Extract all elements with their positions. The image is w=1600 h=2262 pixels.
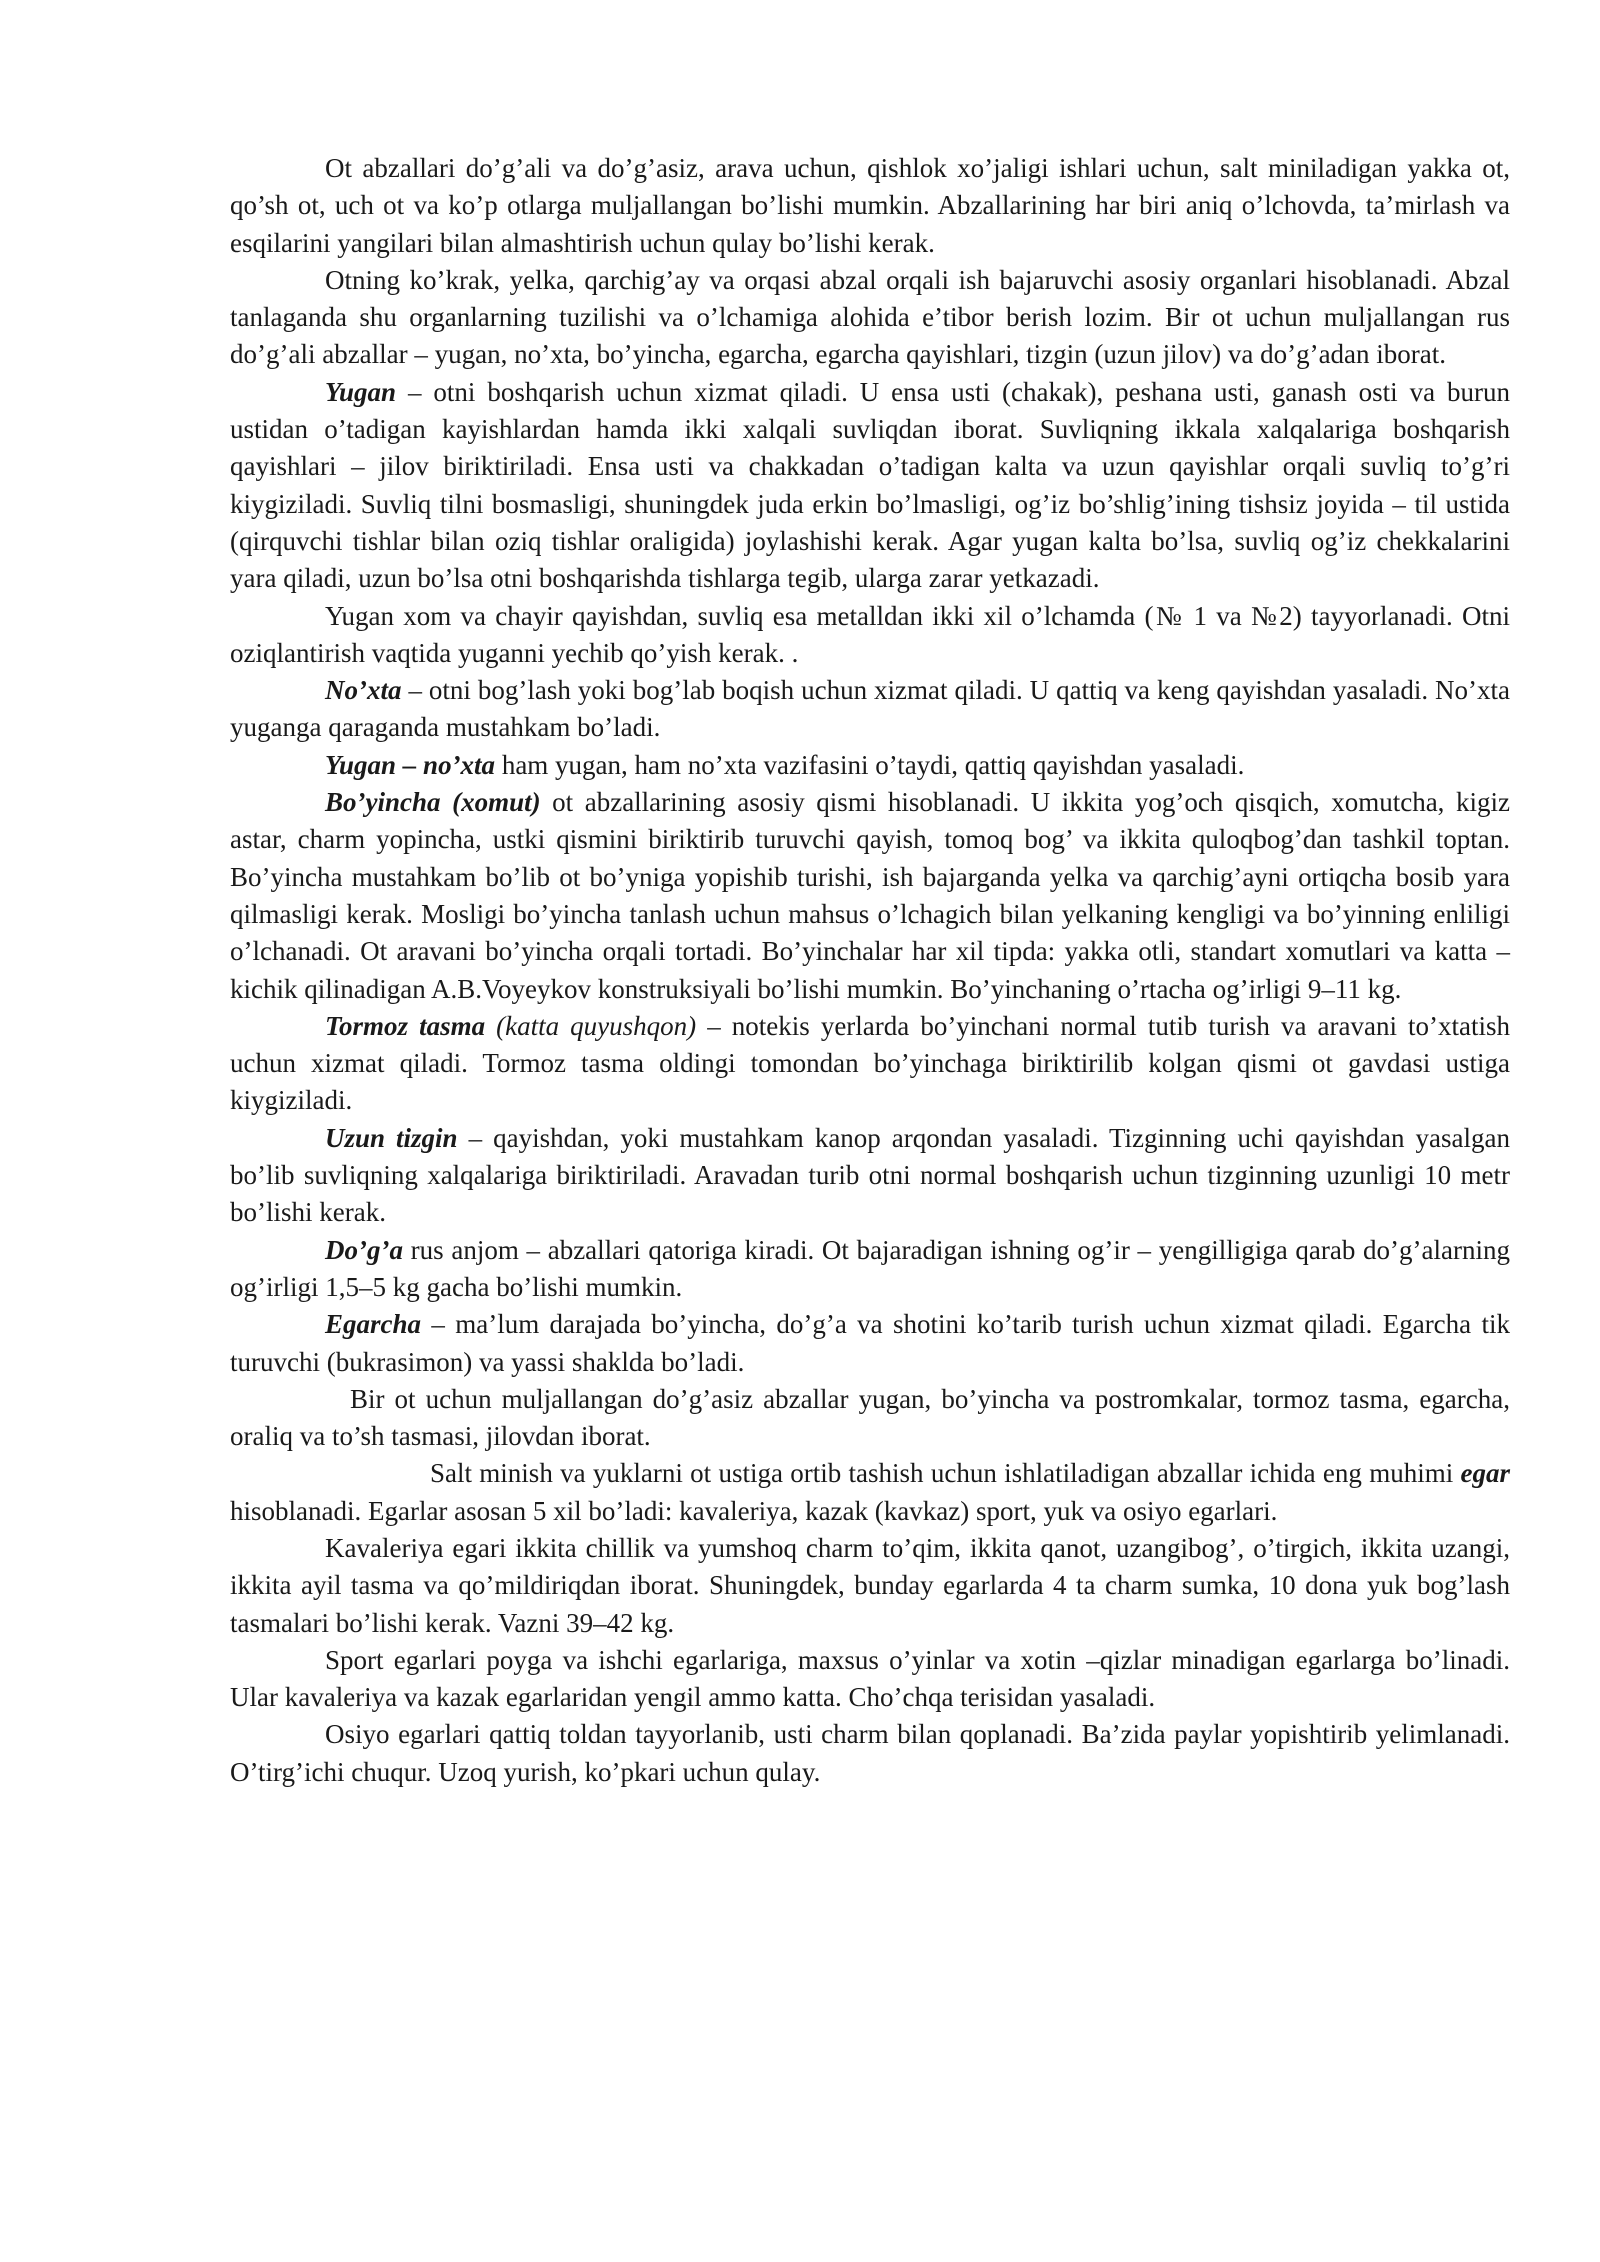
paragraph-kavaleriya [230,1530,1510,1642]
term-heading: egar [1460,1458,1510,1489]
term-heading: Do’g’a [325,1234,403,1265]
term-heading: Bo’yincha (xomut) [325,787,541,818]
paragraph-text: – otni boshqarish uchun xizmat qiladi. U ensa usti (chakak), peshana usti, ganash osti va burun ustidan o’tadigan kayishlardan hamda ikki xalqali suvliqdan iborat. Suvliqning ikkala xalqalariga boshqarish qayishlari – jilov biriktiriladi. Ensa usti va chakkadan o’tadigan kalta va uzun qayishlar orqali suvliq to’g’ri kiygiziladi. Suvliq tilni bosmasligi, shuningdek juda erkin bo’lmasligi, og’iz bo’shlig’ining tishsiz joyida – til ustida (qirquvchi tishlar bilan oziq tishlar oraligida) joylashishi kerak. Agar yugan kalta bo’lsa, suvliq og’iz chekkalarini yara qiladi, uzun bo’lsa otni boshqarishda tishlarga tegib, ularga zarar yetkazadi. [230,376,1510,594]
paragraph-text: Osiyo egarlari qattiq toldan tayyorlanib, usti charm bilan qoplanadi. Ba’zida paylar yopishtirib yelimlanadi. O’tirg’ichi chuqur. Uzoq yurish, ko’pkari uchun qulay. [230,1719,1510,1787]
paragraph-yugan-material [230,598,1510,673]
paragraph-text: – ma’lum darajada bo’yincha, do’g’a va shotini ko’tarib turish uchun xizmat qiladi. Egarcha tik turuvchi (bukrasimon) va yassi shaklda bo’ladi. [230,1309,1510,1377]
paragraph-text: Salt minish va yuklarni ot ustiga ortib tashish uchun ishlatiladigan abzallar ichida eng muhimi [430,1458,1461,1489]
paragraph-text: ot abzallarining asosiy qismi hisoblanadi. U ikkita yog’och qisqich, xomutcha, kigiz astar, charm yopincha, ustki qismini biriktirib turuvchi qayish, tomoq bog’ va ikkita quloqbog’dan tashkil toptan. Bo’yincha mustahkam bo’lib ot bo’yniga yopishib turishi, ish bajarganda yelka va qarchig’ayni ortiqcha bosib yara qilmasligi kerak. Mosligi bo’yincha tanlash uchun mahsus o’lchagich bilan yelkaning kengligi va bo’yinning enliligi o’lchanadi. Ot aravani bo’yincha orqali tortadi. Bo’yinchalar har xil tipda: yakka otli, standart xomutlari va katta – kichik qilinadigan A.B.Voyeykov konstruksiyali bo’lishi mumkin. Bo’yinchaning o’rtacha og’irligi 9–11 kg. [230,787,1510,1004]
term-heading: Uzun tizgin [325,1122,458,1153]
paragraph-tizgin [230,1120,1510,1232]
paragraph-text: Yugan xom va chayir qayishdan, suvliq esa metalldan ikki xil o’lchamda (№ 1 va №2) tayyorlanadi. Otni oziqlantirish vaqtida yuganni yechib qo’yish kerak. . [230,600,1510,668]
paragraph-text: Otning ko’krak, yelka, qarchig’ay va orqasi abzal orqali ish bajaruvchi asosiy organlari hisoblanadi. Abzal tanlaganda shu organlarning tuzilishi va o’lchamiga alohida e’tibor berish lozim. Bir ot uchun muljallangan rus do’g’ali abzallar – yugan, no’xta, bo’yincha, egarcha, egarcha qayishlari, tizgin (uzun jilov) va do’g’adan iborat. [230,264,1510,370]
term-heading: No’xta [325,675,402,706]
paragraph-organs [230,262,1510,374]
paragraph-noxta [230,672,1510,747]
paragraph-boyincha [230,784,1510,1008]
paragraph-text: – notekis yerlarda bo’yinchani normal tutib turish va aravani to’xtatish uchun xizmat qiladi. Tormoz tasma oldingi tomondan bo’yinchaga biriktirilib kolgan qismi ot gavdasi ustiga kiygiziladi. [230,1010,1510,1116]
term-heading: Egarcha [325,1309,422,1340]
term-heading: Yugan – no’xta [325,749,496,780]
term-heading: Yugan [325,376,397,407]
paragraph-osiyo [230,1716,1510,1791]
paragraph-yugan [230,374,1510,598]
paragraph-tormoz [230,1008,1510,1120]
paragraph-text: Kavaleriya egari ikkita chillik va yumshoq charm to’qim, ikkita qanot, uzangibog’, o’tirgich, ikkita uzangi, ikkita ayil tasma va qo’mildiriqdan iborat. Shuningdek, bunday egarlarda 4 ta charm sumka, 10 dona yuk bog’lash tasmalari bo’lishi kerak. Vazni 39–42 kg. [230,1532,1510,1638]
paragraph-text: – otni bog’lash yoki bog’lab boqish uchun xizmat qiladi. U qattiq va keng qayishdan yasaladi. No’xta yuganga qaraganda mustahkam bo’ladi. [230,675,1510,743]
paragraph-text: ham yugan, ham no’xta vazifasini o’taydi, qattiq qayishdan yasaladi. [495,749,1245,780]
paragraph-text: Sport egarlari poyga va ishchi egarlariga, maxsus o’yinlar va xotin –qizlar minadigan egarlarga bo’linadi. Ular kavaleriya va kazak egarlaridan yengil ammo katta. Cho’chqa terisidan yasaladi. [230,1644,1510,1713]
paragraph-dogasiz [230,1381,1510,1456]
document-page [230,150,1510,1791]
paragraph-intro [230,150,1510,262]
paragraph-text: Ot abzallari do’g’ali va do’g’asiz, arava uchun, qishlok xo’jaligi ishlari uchun, salt miniladigan yakka ot, qo’sh ot, uch ot va ko’p otlarga muljallangan bo’lishi mumkin. Abzallarining har biri aniq o’lchovda, ta’mirlash va esqilarini yangilari bilan almashtirish uchun qulay bo’lishi kerak. [230,153,1510,258]
term-heading: Tormoz tasma [325,1010,486,1041]
paragraph-text: hisoblanadi. Egarlar asosan 5 xil bo’ladi: kavaleriya, kazak (kavkaz) sport, yuk va osiyo egarlari. [230,1495,1278,1526]
paragraph-egarcha [230,1306,1510,1381]
term-subheading: (katta quyushqon) [485,1010,697,1041]
paragraph-sport [230,1642,1510,1717]
paragraph-text: rus anjom – abzallari qatoriga kiradi. Ot bajaradigan ishning og’ir – yengilligiga qarab do’g’alarning og’irligi 1,5–5 kg gacha bo’lishi mumkin. [230,1234,1510,1302]
paragraph-text: Bir ot uchun muljallangan do’g’asiz abzallar yugan, bo’yincha va postromkalar, tormoz tasma, egarcha, oraliq va to’sh tasmasi, jilovdan iborat. [230,1383,1510,1452]
paragraph-doga [230,1232,1510,1307]
paragraph-text: – qayishdan, yoki mustahkam kanop arqondan yasaladi. Tizginning uchi qayishdan yasalgan bo’lib suvliqning xalqalariga biriktiriladi. Aravadan turib otni normal boshqarish uchun tizginning uzunligi 10 metr bo’lishi kerak. [230,1122,1510,1228]
paragraph-egar [230,1455,1510,1530]
paragraph-yugan-noxta [230,747,1510,784]
